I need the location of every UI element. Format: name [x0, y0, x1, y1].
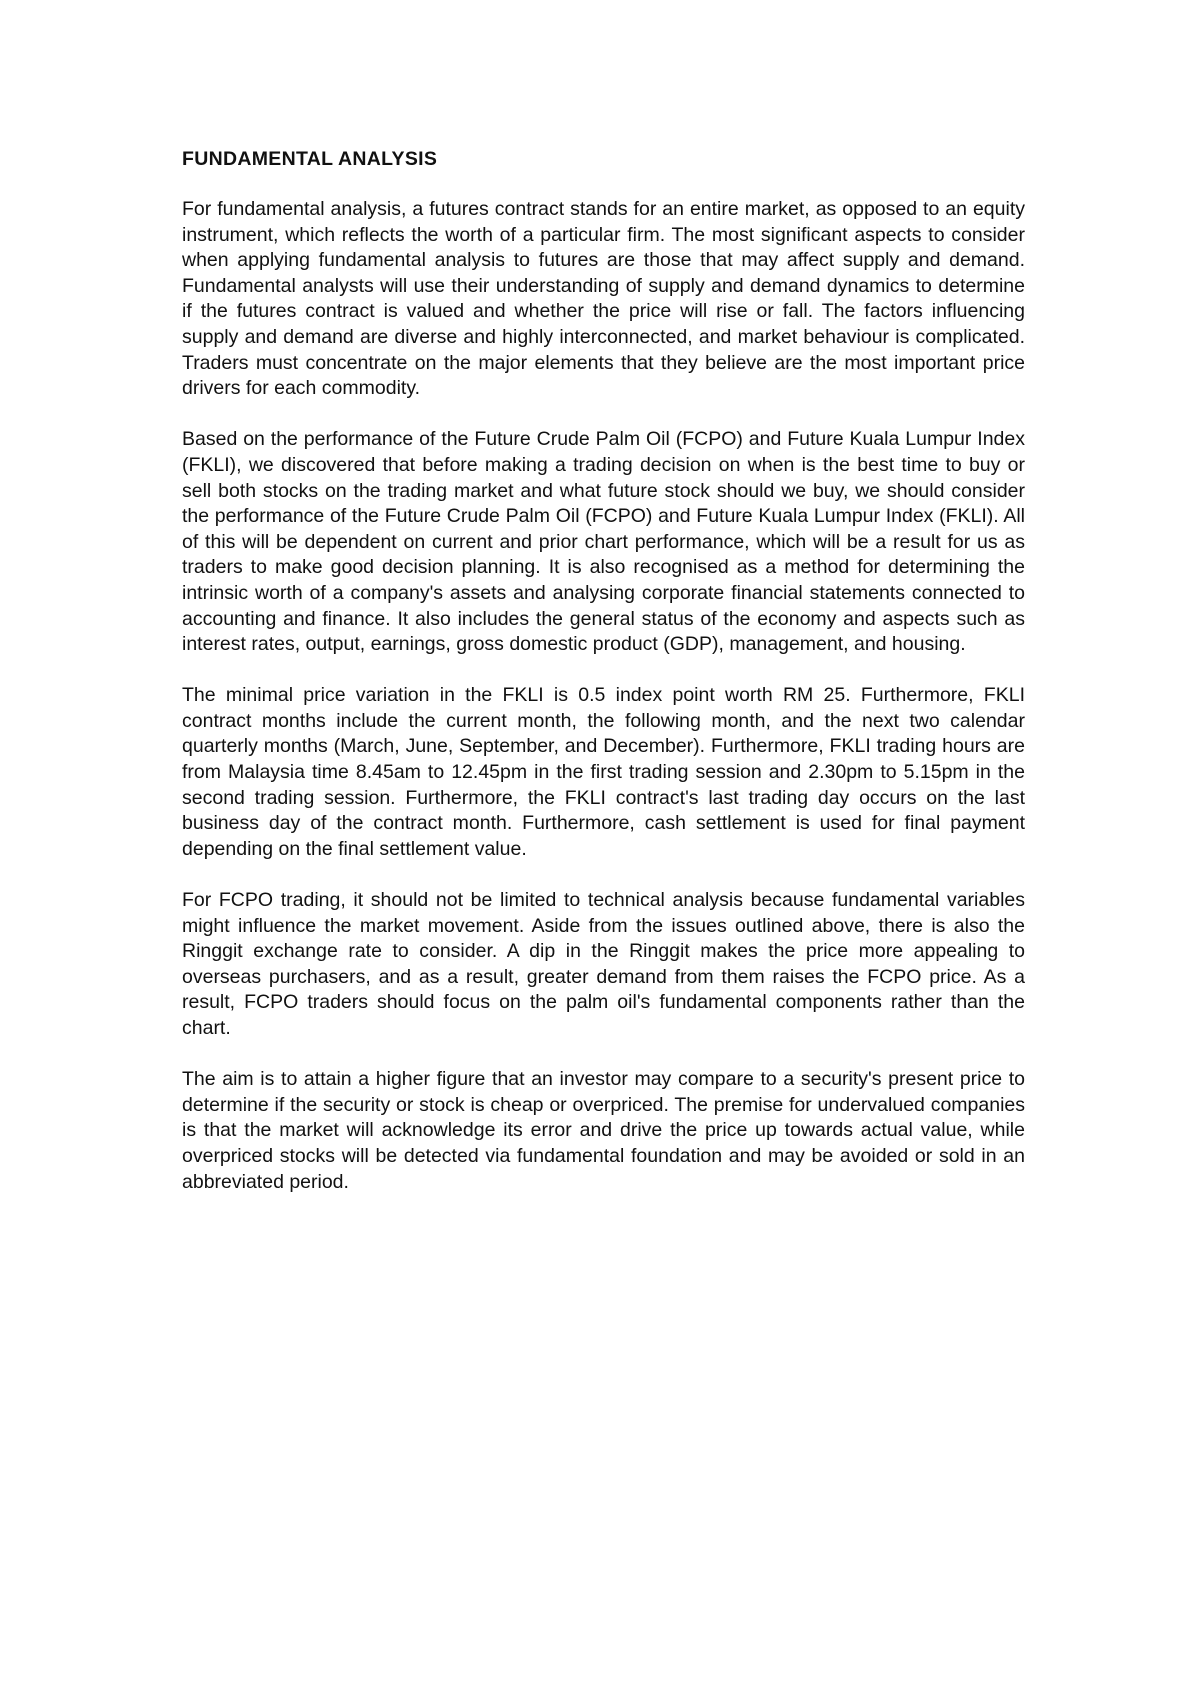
paragraph-fkli-contract-details: The minimal price variation in the FKLI is 0.5 index point worth RM 25. Furthermore, FKLI contract months include the current month, the following month, and the next two calendar quarterly months (March, June, September, and December). Furthermore, FKLI trading hours are from Malaysia time 8.45am to 12.45pm in the first trading session and 2.30pm to 5.15pm in the second trading session. Furthermore, the FKLI contract's last trading day occurs on the last business day of the contract month. Furthermore, cash settlement is used for final payment depending on the final settlement value. — [182, 684, 1025, 860]
paragraph-fcpo-trading: For FCPO trading, it should not be limited to technical analysis because fundamental variables might influence the market movement. Aside from the issues outlined above, there is also the Ringgit exchange rate to consider. A dip in the Ringgit makes the price more appealing to overseas purchasers, and as a result, greater demand from them raises the FCPO price. As a result, FCPO traders should focus on the palm oil's fundamental components rather than the chart. — [182, 889, 1025, 1039]
section-heading: FUNDAMENTAL ANALYSIS — [182, 148, 438, 170]
document-body — [182, 146, 1025, 1221]
paragraph-fcpo-fkli-performance: Based on the performance of the Future Crude Palm Oil (FCPO) and Future Kuala Lumpur Index (FKLI), we discovered that before making a trading decision on when is the best time to buy or sell both stocks on the trading market and what future stock should we buy, we should consider the performance of the Future Crude Palm Oil (FCPO) and Future Kuala Lumpur Index (FKLI). All of this will be dependent on current and prior chart performance, which will be a result for us as traders to make good decision planning. It is also recognised as a method for determining the intrinsic worth of a company's assets and analysing corporate financial statements connected to accounting and finance. It also includes the general status of the economy and aspects such as interest rates, output, earnings, gross domestic product (GDP), management, and housing. — [182, 428, 1025, 656]
paragraph-fundamental-overview: For fundamental analysis, a futures contract stands for an entire market, as opposed to an equity instrument, which reflects the worth of a particular firm. The most significant aspects to consider when applying fundamental analysis to futures are those that may affect supply and demand. Fundamental analysts will use their understanding of supply and demand dynamics to determine if the futures contract is valued and whether the price will rise or fall. The factors influencing supply and demand are diverse and highly interconnected, and market behaviour is complicated. Traders must concentrate on the major elements that they believe are the most important price drivers for each commodity. — [182, 198, 1025, 400]
paragraph-valuation-aim: The aim is to attain a higher figure that an investor may compare to a security's present price to determine if the security or stock is cheap or overpriced. The premise for undervalued companies is that the market will acknowledge its error and drive the price up towards actual value, while overpriced stocks will be detected via fundamental foundation and may be avoided or sold in an abbreviated period. — [182, 1068, 1025, 1193]
